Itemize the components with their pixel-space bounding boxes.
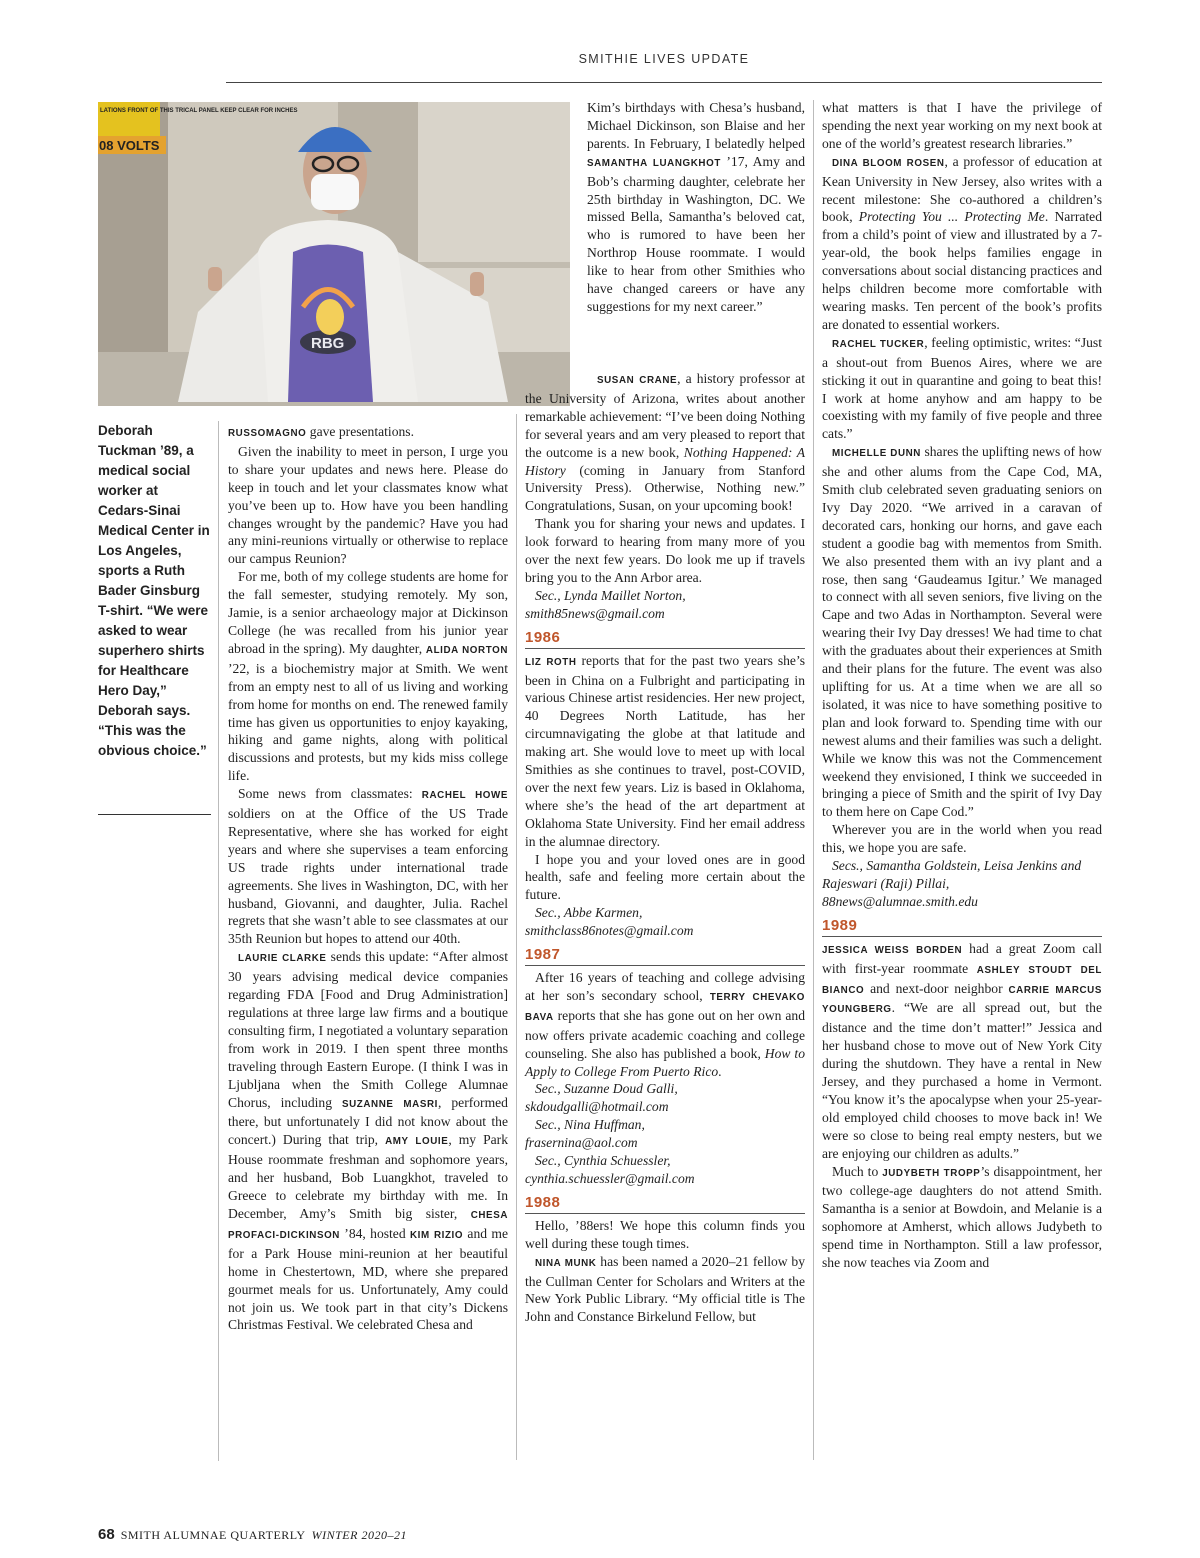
column-1 xyxy=(228,423,508,1334)
photo-shirt-text: RBG xyxy=(311,335,345,352)
alumna-name: LAURIE CLARKE xyxy=(238,953,327,965)
alumna-name: DINA BLOOM ROSEN xyxy=(832,157,945,169)
paragraph xyxy=(822,940,1102,1163)
text: sends this update: “After almost 30 years advising medical device companies regarding FDA [Food and Drug Administration] regulations at three large law firms and a boutique consulting firm, I negotiated a voluntary separation from work in 2019. I then spent three months traveling through Eastern Europe. (I think I was in Ljubljana when the Smith College Alumnae Chorus, including xyxy=(228,949,508,1110)
page-footer xyxy=(98,1526,407,1543)
paragraph xyxy=(228,785,508,948)
alumna-name: JESSICA WEISS BORDEN xyxy=(822,944,963,956)
photo-deborah-tuckman xyxy=(98,102,570,406)
paragraph xyxy=(228,948,508,1334)
text: , performed there, but unfortunately I did not know about the concert.) During that trip, xyxy=(228,1094,508,1148)
text: . “We are all spread out, but the distance and the time don’t matter!” Jessica and her husband chose to move out of New York City during the shutdown. They have a rental in New Jersey, and they purchased a home in Vermont. “You know it’s the apocalypse when your 25-year-old employed child chooses to move back in! We were so close to being real empty nesters, but we are enjoying our children as adults.” xyxy=(822,1000,1102,1161)
paragraph xyxy=(525,652,805,851)
paragraph xyxy=(525,370,805,515)
text: For me, both of my college students are home for the fall semester, studying remotely. My son, Jamie, is a senior archaeology major at Dickinson College (he was recalled from his junior year abroad in the spring). My daughter, xyxy=(228,569,508,656)
year-heading-1989: 1989 xyxy=(822,917,1102,937)
book-title: Nothing Happened: A History xyxy=(525,444,806,478)
paragraph xyxy=(822,443,1102,821)
paragraph xyxy=(228,423,508,443)
text: and next-door neighbor xyxy=(864,980,1009,996)
paragraph: Given the inability to meet in person, I urge you to share your updates and news here. Please do keep in touch and let your classmates know what you’ve been up to. How have you been handling changes wrought by the pandemic? Have you had any mini-reunions virtually or otherwise to replace our campus Reunion? xyxy=(228,443,508,567)
paragraph xyxy=(525,969,805,1080)
header-rule xyxy=(226,82,1102,83)
secretary-email: smithclass86notes@gmail.com xyxy=(525,923,694,939)
column-rule-2 xyxy=(516,414,517,1460)
column-rule-1 xyxy=(218,421,219,1461)
column-2 xyxy=(525,370,805,1326)
text: gave presentations. xyxy=(306,424,414,439)
alumna-name: SUZANNE MASRI xyxy=(341,1098,438,1110)
text: has been named a 2020–21 fellow by the Cullman Center for Scholars and Writers at the New York Public Library. “My official title is The John and Constance Birkelund Fellow, but xyxy=(525,1253,805,1325)
photo-sign-text-1: LATIONS FRONT OF THIS TRICAL PANEL KEEP CLEAR FOR INCHES xyxy=(100,108,298,114)
paragraph xyxy=(525,1253,805,1327)
alumna-name: JUDYBETH TROPP xyxy=(882,1167,981,1179)
page-number: 68 xyxy=(98,1526,115,1543)
alumna-name: CHESA PROFACI-DICKINSON xyxy=(228,1209,508,1241)
caption-rule xyxy=(98,814,211,815)
alumna-name: RACHEL TUCKER xyxy=(832,338,925,350)
text: reports that she has gone out on her own and now offers private academic coaching and college counseling. She also has published a book, xyxy=(525,1007,805,1061)
paragraph xyxy=(822,334,1102,443)
text: , a history professor at the University of Arizona, writes about another remarkable achievement: “I’ve been doing Nothing for several years and am very pleased to report that the outcome is a new book, xyxy=(525,371,805,460)
issue-season: WINTER 2020–21 xyxy=(311,1528,407,1542)
photo-sign-text-2: 08 VOLTS xyxy=(99,138,160,153)
photo-illustration xyxy=(98,102,570,406)
secretary-line: Sec., Lynda Maillet Norton, xyxy=(535,587,686,603)
text: , a professor of education at Kean University in New Jersey, also writes with a recent milestone: She co-authored a children’s book, xyxy=(822,153,1102,225)
alumna-name: ALIDA NORTON xyxy=(425,644,509,656)
text: ’s disappointment, her two college-age daughters do not attend Smith. Samantha is a senior at Bowdoin, and Melanie is a sophomore at Amherst, which allows Judybeth to spend time in Northampton. Still a law professor, she now teaches via Zoom and xyxy=(822,1163,1102,1271)
alumna-name: AMY LOUIE xyxy=(385,1136,449,1148)
text: (coming in January from Stanford University Press). Otherwise, Nothing new.” Congratulations, Susan, on your upcoming book! xyxy=(525,462,805,514)
text: had a great Zoom call with first-year roommate xyxy=(822,940,1102,976)
secretary-line: Sec., Abbe Karmen, xyxy=(535,905,643,921)
alumna-name: CARRIE MARCUS YOUNGBERG xyxy=(822,984,1102,1016)
text: After 16 years of teaching and college advising at her son’s secondary school, xyxy=(525,970,805,1003)
column-2-top xyxy=(587,99,805,316)
alumna-name: KIM RIZIO xyxy=(409,1229,464,1241)
alumna-name: RACHEL HOWE xyxy=(421,790,508,802)
text: ’17, Amy and Bob’s charming daughter, celebrate her 25th birthday in Washington, DC. We missed Bella, Samantha’s beloved cat, who is rumored to have been her Northrop House roommate. I would like to hear from other Smithies who have changed careers or have any suggestions for my next career.” xyxy=(587,153,805,314)
text: reports that for the past two years she’s been in China on a Fulbright and participating in various Chinese artist residencies. Her new project, 40 Degrees North Latitude, has her circumnavigating the globe at that latitude and making art. She would love to meet up with local Smithies as she continues to travel, post-COVID, over the next few years. Liz is based in Oklahoma, where she’s the head of the art department at Oklahoma State University. Find her email address in the alumnae directory. xyxy=(525,652,806,849)
text: . xyxy=(718,1063,722,1079)
alumna-name: LIZ ROTH xyxy=(525,656,577,668)
secretary-line: Sec., Nina Huffman, xyxy=(535,1117,645,1133)
secretary-email: smith85news@gmail.com xyxy=(525,605,665,621)
secretary-line: Sec., Cynthia Schuessler, xyxy=(535,1153,671,1169)
photo-caption: Deborah Tuckman ’89, a medical social worker at Cedars-Sinai Medical Center in Los Angeles, sports a Ruth Bader Ginsburg T-shirt. “We were asked to wear superhero shirts for Healthcare Hero Day,” Deborah says. “This was the obvious choice.” xyxy=(98,423,210,758)
paragraph: what matters is that I have the privilege of spending the next year working on my next book at one of the world’s greatest research libraries.” xyxy=(822,100,1102,151)
alumna-name: SUSAN CRANE xyxy=(597,375,678,386)
section-header: SMITHIE LIVES UPDATE xyxy=(578,52,750,66)
publication-name: SMITH ALUMNAE QUARTERLY xyxy=(120,1528,306,1542)
year-heading-1988: 1988 xyxy=(525,1194,805,1214)
secretary-line: Sec., Suzanne Doud Galli, xyxy=(535,1081,678,1097)
year-heading-1987: 1987 xyxy=(525,946,805,966)
text: . Narrated from a child’s point of view and illustrated by a 7-year-old, the book helps families engage in conversations about social distancing practices and helps children become more comfortable with wearing masks. Ten percent of the book’s profits are donated to essential workers. xyxy=(822,209,1102,332)
alumna-name: RUSSOMAGNO xyxy=(228,428,307,439)
secretary-line: Secs., Samantha Goldstein, Leisa Jenkins and Rajeswari (Raji) Pillai, xyxy=(822,858,1082,891)
paragraph: Hello, ’88ers! We hope this column finds you well during these tough times. xyxy=(525,1217,805,1251)
paragraph xyxy=(822,153,1102,334)
alumna-name: SAMANTHA LUANGKHOT xyxy=(587,157,721,169)
paragraph xyxy=(822,1163,1102,1272)
alumna-name: MICHELLE DUNN xyxy=(832,448,921,460)
text: and me for a Park House mini-reunion at her beautiful home in Chestertown, MD, where she prepared gourmet meals for us. Unfortunately, Amy could not join us. We took part in that city’s Dickens Christmas Festival. We celebrated Chesa and xyxy=(228,1225,508,1333)
text: Kim’s birthdays with Chesa’s husband, Michael Dickinson, son Blaise and her parents. In February, I belatedly helped xyxy=(587,100,805,151)
paragraph xyxy=(587,99,805,316)
text: Much to xyxy=(832,1163,883,1179)
text: shares the uplifting news of how she and other alums from the Cape Cod, MA, Smith club celebrated seven graduating seniors on Ivy Day 2020. “We arrived in a caravan of decorated cars, honking our horns, and gave each student a goodie bag with mementos from Smith. We also presented them with an ivy plant and a rose, then sang ‘Gaudeamus Igitur.’ We managed to connect with all seven seniors, five living on the Cape and two Adas in Northampton. Several were wearing their Ivy Day dresses! We had time to chat with the graduates about their experiences at Smith and their plans for the future. The event was also uplifting for us. At a time when we are all so isolated, it was nice to have something positive to plan and look forward to. Spending time with our newest alums and their families was such a delight. While we know this was not the Commencement weekend they envisioned, I think we succeeded in bringing a piece of Smith and the spirit of Ivy Day to them here on Cape Cod.” xyxy=(822,444,1102,820)
alumna-name: NINA MUNK xyxy=(535,1257,597,1269)
book-title: How to Apply to College From Puerto Rico xyxy=(525,1045,805,1079)
secretary-email: 88news@alumnae.smith.edu xyxy=(822,893,978,909)
column-rule-3 xyxy=(813,100,814,1460)
alumna-name: ASHLEY STOUDT DEL BIANCO xyxy=(822,964,1102,996)
book-title: Protecting You ... Protecting Me xyxy=(858,209,1045,225)
paragraph: Wherever you are in the world when you read this, we hope you are safe. xyxy=(822,822,1102,856)
secretary-email: frasernina@aol.com xyxy=(525,1135,638,1151)
text: ’22, is a biochemistry major at Smith. We went from an empty nest to all of us living and working from home for months on end. The renewed family time has given us opportunities to enjoy kayaking, hiking and game nights, along with political discussions and protests, but my kids miss college life. xyxy=(228,660,508,784)
year-heading-1986: 1986 xyxy=(525,629,805,649)
paragraph: Thank you for sharing your news and updates. I look forward to hearing from many more of you over the next few years. Do look me up if travels bring you to the Ann Arbor area. xyxy=(525,516,805,585)
text: Some news from classmates: xyxy=(238,786,422,802)
secretary-email: cynthia.schuessler@gmail.com xyxy=(525,1170,695,1186)
text: , feeling optimistic, writes: “Just a shout-out from Buenos Aires, where we are sticking it out in quarantine and going to beat this! I work at home anyhow and am happy to be coexisting with my family of five people and three cats.” xyxy=(822,334,1102,442)
secretary-email: skdoudgalli@hotmail.com xyxy=(525,1099,669,1115)
text: ’84, hosted xyxy=(339,1225,410,1241)
paragraph xyxy=(228,568,508,785)
column-3 xyxy=(822,99,1102,1272)
alumna-name: TERRY CHEVAKO BAVA xyxy=(525,991,805,1023)
text: , my Park House roommate freshman and sophomore years, and her husband, Bob Luangkhot, traveled to Greece to celebrate my birthday with me. In December, Amy’s Smith big sister, xyxy=(228,1132,508,1221)
paragraph: I hope you and your loved ones are in good health, safe and feeling more certain about the future. xyxy=(525,851,805,903)
text: soldiers on at the Office of the US Trade Representative, where she has worked for eight years and where she supervises a team enforcing US trade rights under international trade agreements. She lives in Washington, DC, with her husband, Giovanni, and daughter, Julia. Rachel regrets that she wasn’t able to see classmates at our 35th Reunion but hopes to attend our 40th. xyxy=(228,806,508,947)
